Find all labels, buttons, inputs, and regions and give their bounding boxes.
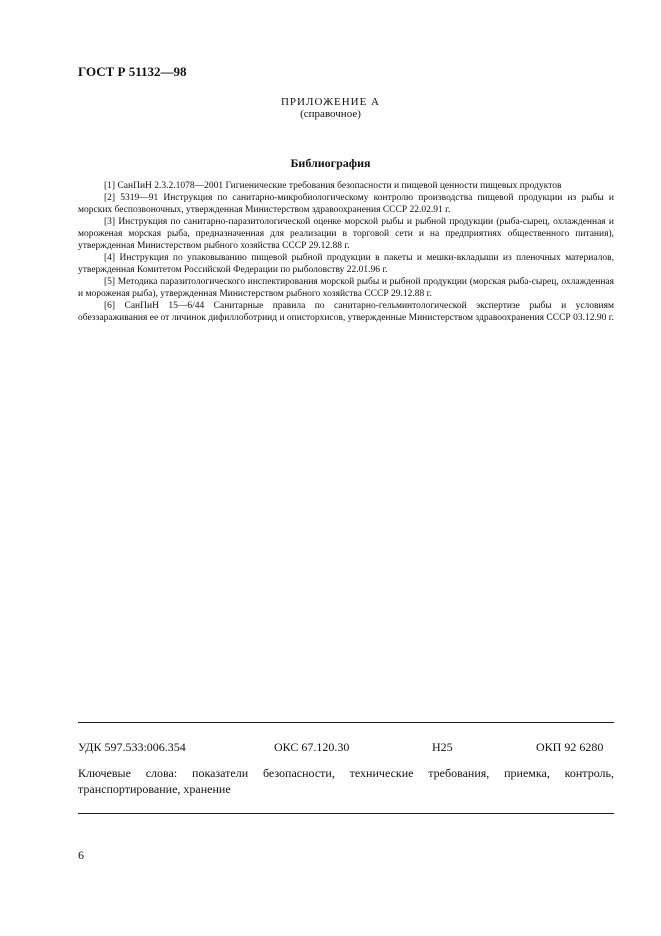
udk-code: УДК 597.533:006.354: [78, 740, 186, 754]
divider-bottom: [78, 813, 614, 814]
appendix-subtitle: (справочное): [300, 108, 361, 120]
divider-top: [78, 722, 614, 723]
oks-code: ОКС 67.120.30: [274, 740, 350, 754]
okp-code: ОКП 92 6280: [536, 740, 604, 754]
bibliography-item: [1] СанПиН 2.3.2.1078—2001 Гигиенические требования безопасности и пищевой ценности пищевых продуктов: [104, 181, 562, 191]
bibliography-item: [5] Методика паразитологического инспектирования морской рыбы и рыбной продукции (морская рыба-сырец, охлажденная и мороженая рыба), утвержденная Министерством рыбного хозяйства СССР 29.12.88 г.: [78, 277, 614, 299]
bibliography-item: [4] Инструкция по упаковыванию пищевой рыбной продукции в пакеты и мешки-вкладыши из пленочных материалов, утвержденная Комитетом Российской Федерации по рыболовству 22.01.96 г.: [78, 253, 614, 275]
bibliography-list: [78, 180, 614, 324]
bibliography-item: [2] 5319—91 Инструкция по санитарно-микробиологическому контролю производства пищевой продукции из рыбы и морских беспозвоночных, утвержденная Министерством здравоохранения СССР 22.02.91 г.: [78, 193, 614, 215]
bibliography-item: [6] СанПиН 15—6/44 Санитарные правила по санитарно-гельминтологической экспертизе рыбы и условиям обеззараживания ее от личинок дифиллоботриид и описторхисов, утвержденные Министерством здравоохранения СССР 03.12.90 г.: [78, 301, 614, 323]
group-code: Н25: [432, 740, 453, 754]
document-header: ГОСТ Р 51132—98: [78, 64, 187, 79]
keywords: Ключевые слова: показатели безопасности, технические требования, приемка, контроль, транспортирование, хранение: [78, 766, 614, 796]
appendix-title: ПРИЛОЖЕНИЕ А: [280, 96, 380, 108]
page-number: 6: [78, 848, 84, 862]
bibliography-title: Библиография: [290, 156, 371, 170]
bibliography-item: [3] Инструкция по санитарно-паразитологической оценке морской рыбы и рыбной продукции (рыба-сырец, охлажденная и мороженая морская рыба, предназначенная для реализации в торговой сети и на предприятиях общественного питания), утвержденная Министерством рыбного хозяйства СССР 29.12.88 г.: [78, 217, 614, 251]
